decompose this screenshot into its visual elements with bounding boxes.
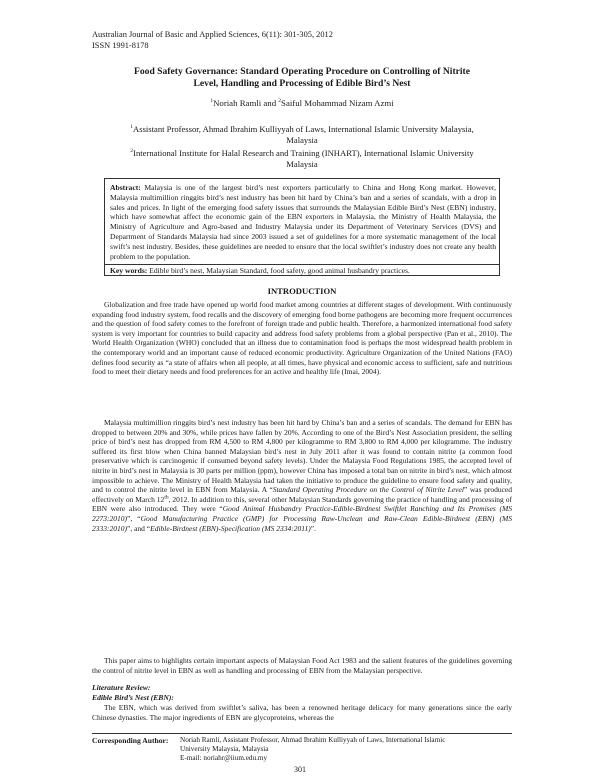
literature-subheading: Edible Bird’s Nest (EBN): xyxy=(92,693,174,702)
author-2-mark: 2 xyxy=(278,98,282,105)
affiliation-2-line-2: Malaysia xyxy=(286,159,318,169)
abstract-text: Malaysia is one of the largest bird’s nest exporters particularly to China and Hong Kong market. However, Malaysia multimillion ringgits bird’s nest industry has been hit hard by China’s ban and a series of scandals, with a drop in sales and prices. In light of the emerging food safety issues that surrounds the Malaysian Edible Bird’s Nest (EBN) industry, which have somewhat affect the economic gain of the EBN exporters in Malaysia, the Ministry of Health Malaysia, the Ministry of Agriculture and Agro-based and Industry Malaysia under its Department of Veterinary Services (DVS) and Department of Standards Malaysia had since 2003 issued a set of guidelines for a more systematic management of the local swift’s nest industry. Besides, these guidelines are needed to ensure that the local swiftlet’s industry does not create any health problem to the population. xyxy=(110,183,496,261)
corresponding-line-2: University Malaysia, Malaysia xyxy=(180,745,269,753)
affiliation-2-line-1: International Institute for Halal Research and Training (INHART), International Islamic University xyxy=(133,148,474,158)
p2-text-c: , 2012. In addition to this, several other Malaysian Standards governing the practice of handling and processing of EBN were also introduced. They were “ xyxy=(92,494,512,514)
keywords-label: Key words: xyxy=(110,266,148,275)
affiliation-2-mark: 2 xyxy=(130,148,134,155)
p2-sup: th xyxy=(164,494,169,501)
corresponding-label: Corresponding Author: xyxy=(92,736,169,745)
p2-text-b: ” was produced effectively on March 12 xyxy=(92,485,512,504)
affiliation-1-line-2: Malaysia xyxy=(286,135,318,145)
p2-text-a: Malaysia multimillion ringgits bird’s nest industry has been hit hard by China’s ban and a series of scandals. The demand for EBN has dropped to between 20% and 30%, while prices have fallen by 20%. According to one of the Bird’s Nest Association president, the selling price of bird’s nest has dropped from RM 4,500 to RM 4,800 per kilogramme to RM 3,800 to RM 4,000 per kilogramme. The industry suffered its first blow when China banned Malaysian bird’s nest in July 2011 after it was found to contain nitrite (a common food preservative which is carcinogenic if consumed beyond safety levels). Under the Malaysia Food Regulations 1985, the accepted level of nitrite in bird’s nest in Malaysia is 30 parts per million (ppm), however China has imposed a total ban on nitrite in bird’s nest, which almost impossible to achieve. The Ministry of Health Malaysia had taken the initiative to produce the guideline to ensure food safety and quality, and to control the nitrite level in EBN from Malaysia. A “ xyxy=(92,418,512,495)
affiliation-1-mark: 1 xyxy=(130,124,134,131)
literature-heading: Literature Review: xyxy=(92,683,151,692)
intro-paragraph-1: Globalization and free trade have opened up world food market among countries at different stages of development. With continuously expanding food industry system, food recalls and the discovery of emerging food borne pathogens are becoming more frequent occurrences and the question of food safety comes to the forefront of foreign trade and public health. Therefore, a harmonized international food safety system is very important for countries to build capacity and address food safety problems from a global perspective (Pan et al., 2010). The World Health Organization (WHO) concluded that an illness due to contamination food is perhaps the most widespread health problem in the contemporary world and an important cause of reduced economic productivity. Agriculture Organization of the United Nations (FAO) defines food security as “a state of affairs when all people, at all times, have physical and economic access to sufficient, safe and nutritious food to meet their dietary needs and food preferences for an active and healthy life (Imai, 2004). xyxy=(92,300,512,377)
title-line-1: Food Safety Governance: Standard Operating Procedure on Controlling of Nitrite xyxy=(133,66,471,77)
corresponding-details xyxy=(180,736,512,763)
affiliation-1-line-1: Assistant Professor, Ahmad Ibrahim Kulliyyah of Laws, International Islamic University Malaysia, xyxy=(133,124,474,134)
abstract-label: Abstract: xyxy=(110,183,141,192)
authors xyxy=(92,98,512,109)
intro-paragraph-2 xyxy=(92,418,512,533)
abstract xyxy=(110,183,496,261)
author-2: Saiful Mohammad Nizam Azmi xyxy=(281,98,394,108)
abstract-box xyxy=(104,178,500,276)
p2-text-f: ”. xyxy=(310,523,316,533)
page-number: 301 xyxy=(294,765,306,774)
p2-italic-ms2273: Good Animal Husbandry Practice-Edible-Birdnest Swiftlet Ranching and Its Premises (MS 2273:2010) xyxy=(92,504,512,523)
p2-italic-ms2333: Good Manufacturing Practice (GMP) for Processing Raw-Unclean and Raw-Clean Edible-Birdnest (EBN) (MS 2333:2010) xyxy=(92,513,512,533)
keywords xyxy=(110,266,496,276)
literature-paragraph-1: The EBN, which was derived from swiftlet’s saliva, has been a renowned heritage delicacy for many generations since the early Chinese dynasties. The major ingredients of EBN are glycoproteins, whereas the xyxy=(92,703,512,722)
affiliation-1 xyxy=(92,124,512,146)
introduction-heading: INTRODUCTION xyxy=(267,286,337,296)
journal-citation: Australian Journal of Basic and Applied Sciences, 6(11): 301-305, 2012 xyxy=(92,30,333,39)
p2-text-e: ”, and “ xyxy=(127,523,151,533)
corresponding-email: E-mail: noriahr@iium.edu.my xyxy=(180,754,268,762)
intro-paragraph-3: This paper aims to highlights certain important aspects of Malaysian Food Act 1983 and the salient features of the guidelines governing the control of nitrite level in EBN as well as handling and processing of EBN from the Malaysian perspective. xyxy=(92,656,512,675)
footnote-rule xyxy=(92,733,512,734)
abstract-divider xyxy=(105,264,499,265)
p2-italic-ms2334: Edible-Birdnest (EBN)-Specification (MS 2334:2011) xyxy=(150,523,311,533)
corresponding-line-1: Noriah Ramli, Assistant Professor, Ahmad Ibrahim Kulliyyah of Laws, International Islamic xyxy=(180,736,446,744)
keywords-text: Edible bird’s nest, Malaysian Standard, food safety, good animal husbandry practices. xyxy=(147,266,410,275)
title-line-2: Level, Handling and Processing of Edible Bird’s Nest xyxy=(193,78,411,89)
author-1: Noriah Ramli and xyxy=(213,98,279,108)
p2-italic-sop: Standard Operating Procedure on the Control of Nitrite Level xyxy=(272,485,464,495)
affiliation-2 xyxy=(92,148,512,170)
journal-issn: ISSN 1991-8178 xyxy=(92,41,149,50)
paper-title xyxy=(92,66,512,90)
author-1-mark: 1 xyxy=(210,98,214,105)
p2-text-d: ”, “ xyxy=(127,513,141,523)
